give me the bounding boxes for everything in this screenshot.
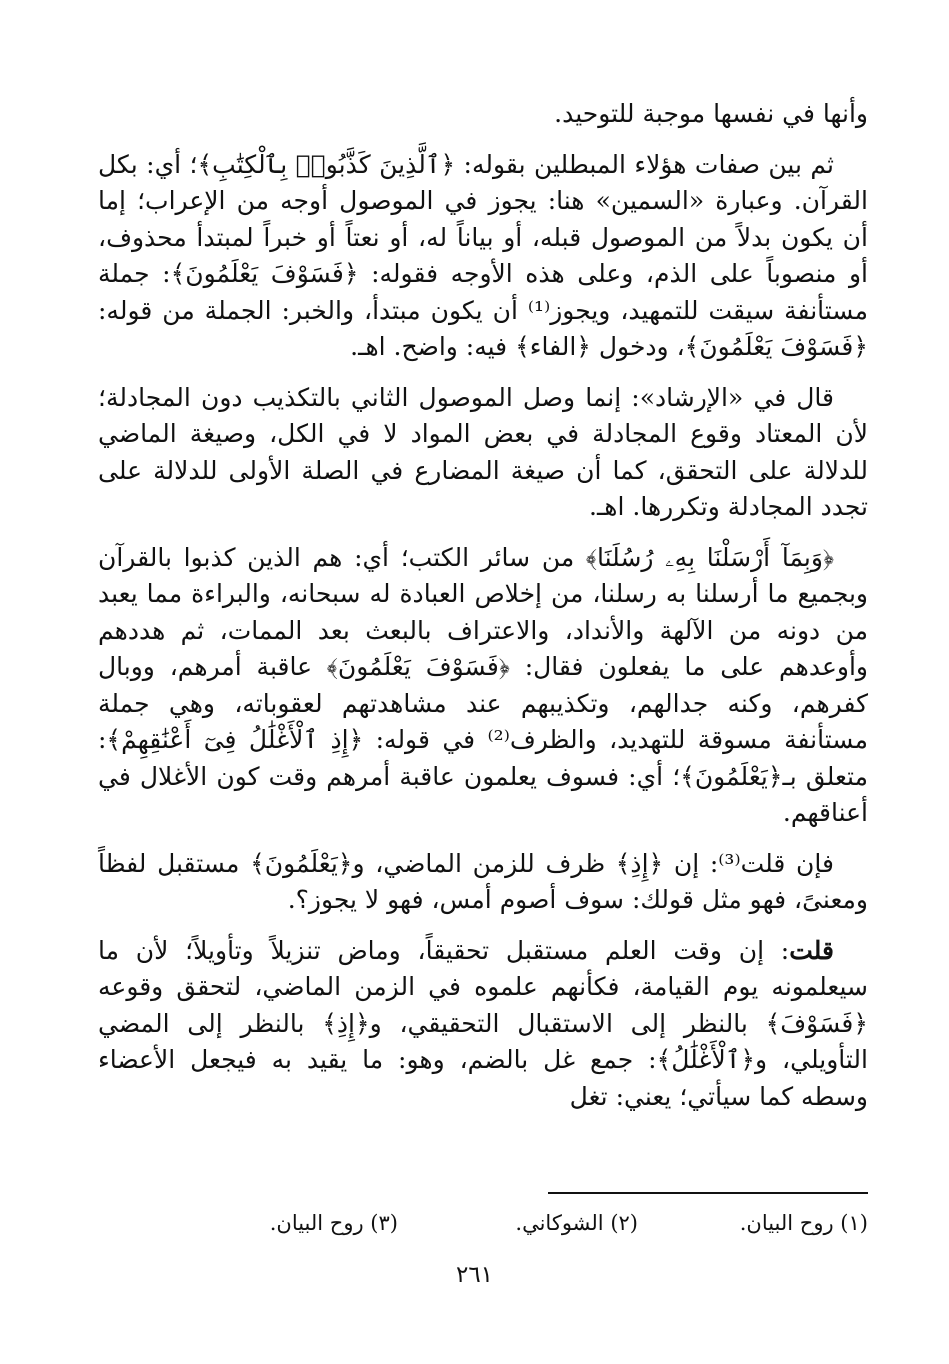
answer-text: : إن وقت العلم مستقبل تحقيقاً، وماض تنزيلاً وتأويلاً؛ لأن ما سيعلمونه يوم القيامة، فكأنهم علموه في الزمن الماضي، لتحقق وقوعه ﴿فَسَوْفَ﴾ بالنظر إلى الاستقبال التحقيقي، و﴿إِذِ﴾ بالنظر إلى المضي التأويلي، و﴿ٱلْأَغْلَٰلُ﴾: جمع غل بالضم، وهو: ما يقيد به فيجعل الأعضاء وسطه كما سيأتي؛ يعني: تغل (98, 935, 868, 1111)
paragraph-1: وأنها في نفسها موجبة للتوحيد. (554, 99, 868, 128)
paragraph-3: قال في «الإرشاد»: إنما وصل الموصول الثاني بالتكذيب دون المجادلة؛ لأن المعتاد وقوع المجادلة في بعض المواد لا في الكل، وصيغة الماضي للدلالة على التحقق، كما أن صيغة المضارع في الصلة الأولى للدلالة على تجدد المجادلة وتكررها. اهـ. (98, 382, 868, 521)
paragraph-2: ثم بين صفات هؤلاء المبطلين بقوله: ﴿ٱلَّذِينَ كَذَّبُوا۟ بِٱلْكِتَٰبِ﴾؛ أي: بكل القرآن. وعبارة «السمين» هنا: يجوز في الموصول أوجه من الإعراب؛ إما أن يكون بدلاً من الموصول قبله، أو بياناً له، أو نعتاً أو خبراً لمبتدأ محذوف، أو منصوباً على الذم، وعلى هذه الأوجه فقوله: ﴿فَسَوْفَ يَعْلَمُونَ﴾: جملة مستأنفة سيقت للتمهيد، ويجوز⁽¹⁾ أن يكون مبتدأ، والخبر: الجملة من قوله: ﴿فَسَوْفَ يَعْلَمُونَ﴾، ودخول ﴿الفاء﴾ فيه: واضح. اهـ. (98, 149, 869, 361)
paragraph-4: ﴿وَبِمَآ أَرْسَلْنَا بِهِۦ رُسُلَنَا﴾ من سائر الكتب؛ أي: هم الذين كذبوا بالقرآن وبجميع ما أرسلنا به رسلنا، من إخلاص العبادة له سبحانه، والبراءة مما يعبد من دونه من الآلهة والأنداد، والاعتراف بالبعث بعد الممات، ثم هددهم وأوعدهم على ما يفعلون فقال: ﴿فَسَوْفَ يَعْلَمُونَ﴾ عاقبة أمرهم، ووبال كفرهم، وكنه جدالهم، وتكذيبهم عند مشاهدتهم لعقوباته، وهي جملة مستأنفة مسوقة للتهديد، والظرف⁽²⁾ في قوله: ﴿إِذِ ٱلْأَغْلَٰلُ فِىٓ أَعْنَٰقِهِمْ﴾: متعلق بـ﴿يَعْلَمُونَ﴾؛ أي: فسوف يعلمون عاقبة أمرهم وقت كون الأغلال في أعناقهم. (98, 542, 868, 827)
footnote-2: (٢) الشوكاني. (515, 1211, 638, 1235)
footnote-divider (548, 1192, 868, 1194)
footnote-3: (٣) روح البيان. (269, 1211, 398, 1235)
page-number: ٢٦١ (455, 1262, 494, 1288)
paragraph-5: فإن قلت⁽³⁾: إن ﴿إِذِ﴾ ظرف للزمن الماضي، و﴿يَعْلَمُونَ﴾ مستقبل لفظاً ومعنىً، فهو مثل قولك: سوف أصوم أمس، فهو لا يجوز؟. (98, 848, 868, 914)
paragraph-6 (98, 933, 868, 1116)
main-text (98, 96, 868, 1115)
footnote-1: (١) روح البيان. (739, 1211, 868, 1235)
answer-lead: قلت (789, 935, 834, 965)
footnotes (150, 1208, 868, 1238)
